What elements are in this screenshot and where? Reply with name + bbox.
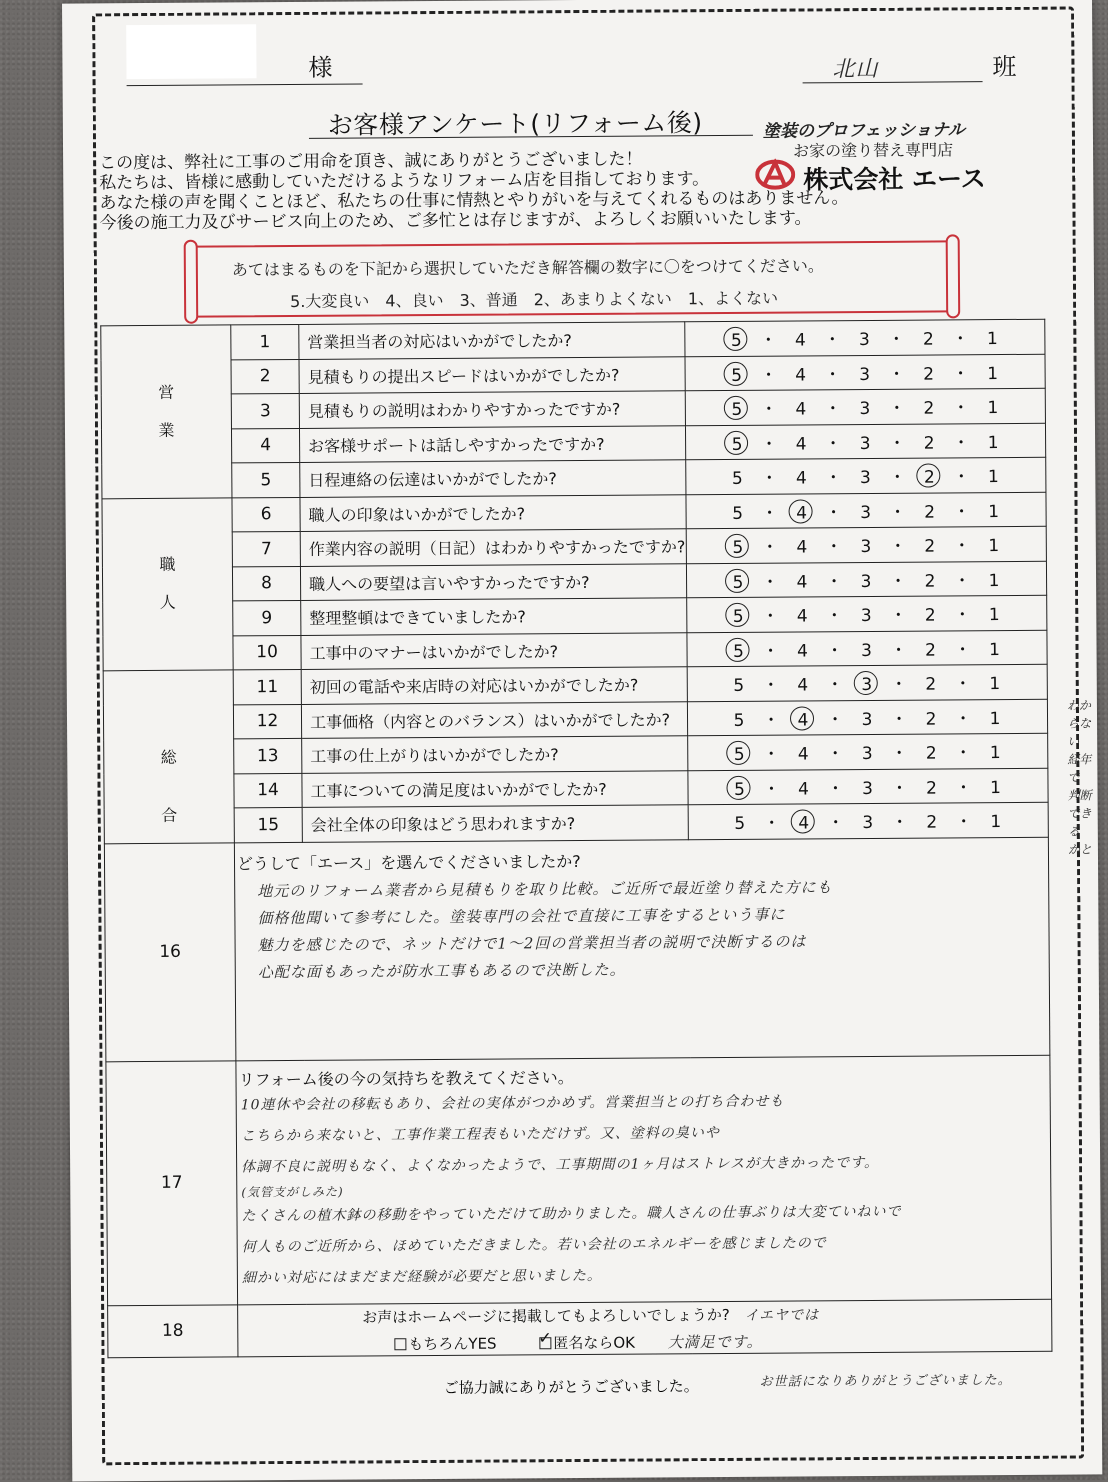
rating-scale[interactable] bbox=[685, 319, 1045, 356]
customer-suffix: 様 bbox=[308, 53, 333, 82]
rating-option[interactable]: 2 bbox=[926, 778, 937, 799]
rating-option[interactable]: 4 bbox=[796, 572, 808, 593]
separator-dot: ・ bbox=[952, 364, 970, 385]
rating-option[interactable]: 1 bbox=[990, 812, 1002, 833]
separator-dot: ・ bbox=[762, 779, 781, 800]
q18-option-anon[interactable] bbox=[538, 1327, 636, 1352]
rating-scale[interactable] bbox=[687, 595, 1047, 632]
separator-dot: ・ bbox=[889, 605, 907, 627]
rating-option[interactable]: 1 bbox=[987, 467, 999, 488]
question-text: 会社全体の印象はどう思われますか? bbox=[302, 805, 688, 842]
q16-question: どうして「エース」を選んでくださいましたか? bbox=[236, 851, 581, 873]
rating-option[interactable]: 3 bbox=[861, 709, 873, 730]
intro-line: 今後の施工力及びサービス向上のため、ご多忙とは存じますが、よろしくお願いいたします。 bbox=[99, 208, 812, 234]
question-number: 12 bbox=[233, 704, 301, 739]
rating-option[interactable]: 3 bbox=[860, 537, 872, 558]
category-char: 営 bbox=[158, 382, 175, 402]
rating-legend: 5.大変良い 4、良い 3、普通 2、あまりよくない 1、よくない bbox=[290, 288, 779, 312]
rating-option[interactable]: 4 bbox=[798, 779, 809, 800]
question-number: 11 bbox=[233, 669, 301, 704]
q16-cell[interactable] bbox=[234, 839, 833, 1060]
rating-option[interactable]: 4 bbox=[795, 399, 807, 420]
rating-option[interactable]: 2 bbox=[922, 329, 934, 350]
rating-option-selected[interactable]: 5 bbox=[723, 331, 749, 351]
rating-option[interactable]: 2 bbox=[923, 433, 935, 454]
question-number: 2 bbox=[231, 359, 299, 394]
side-note-line: 判断できる bbox=[1067, 788, 1092, 839]
rating-option[interactable]: 2 bbox=[923, 364, 935, 385]
q17-answer-line: 細かい対応にはまだまだ経験が必要だと思いました。 bbox=[241, 1267, 602, 1286]
instruction-line: あてはまるものを下記から選択していただき解答欄の数字に〇をつけてください。 bbox=[231, 256, 824, 280]
footer-thanks: ご協力誠にありがとうございました。 bbox=[443, 1377, 699, 1397]
page-title: お客様アンケート(リフォーム後) bbox=[327, 108, 703, 140]
rating-option-selected[interactable]: 4 bbox=[791, 814, 817, 834]
separator-dot: ・ bbox=[953, 502, 971, 523]
separator-dot: ・ bbox=[827, 813, 845, 834]
question-text: 職人の印象はいかがでしたか? bbox=[300, 494, 686, 531]
separator-dot: ・ bbox=[953, 640, 972, 661]
rating-option[interactable]: 1 bbox=[989, 674, 1001, 695]
q17-answer-line: こちらから来ないと、工事作業工程表もいただけず。又、塗料の臭いや bbox=[240, 1124, 720, 1144]
scroll-right-roll bbox=[946, 234, 961, 318]
separator-dot: ・ bbox=[762, 710, 780, 731]
rating-option[interactable]: 4 bbox=[795, 365, 807, 386]
group-name-handwritten: 北山 bbox=[832, 56, 879, 83]
separator-dot: ・ bbox=[760, 399, 778, 420]
rating-option-selected[interactable]: 5 bbox=[726, 745, 752, 765]
intro-line: あなた様の声を聞くことほど、私たちの仕事に情熱とやりがいを与えてくれるものはありません。 bbox=[99, 188, 849, 214]
rating-option-selected[interactable]: 5 bbox=[724, 400, 750, 420]
rating-option-selected[interactable]: 5 bbox=[725, 538, 751, 558]
separator-dot: ・ bbox=[953, 536, 971, 557]
rating-option[interactable]: 4 bbox=[795, 434, 807, 455]
q17-answer-line: 体調不良に説明もなく、よくなかったようで、工事期間の1ヶ月はストレスが大きかったです。 bbox=[241, 1154, 879, 1175]
separator-dot: ・ bbox=[890, 778, 909, 799]
rating-option[interactable]: 1 bbox=[990, 777, 1001, 798]
rating-option[interactable]: 3 bbox=[858, 330, 870, 351]
separator-dot: ・ bbox=[824, 364, 842, 386]
separator-dot: ・ bbox=[889, 571, 907, 592]
rating-scale[interactable] bbox=[688, 768, 1048, 805]
rating-option[interactable]: 3 bbox=[860, 571, 872, 592]
survey-table bbox=[100, 319, 1052, 1358]
question-number: 3 bbox=[231, 393, 299, 428]
separator-dot: ・ bbox=[952, 398, 970, 419]
rating-option[interactable]: 3 bbox=[861, 640, 873, 661]
q17-answer bbox=[237, 1084, 1051, 1294]
rating-option[interactable]: 4 bbox=[795, 468, 807, 489]
rating-option[interactable]: 1 bbox=[987, 363, 999, 384]
rating-option[interactable]: 2 bbox=[924, 605, 936, 626]
rating-scale[interactable] bbox=[686, 526, 1046, 563]
q16-answer-line: 心配な面もあったが防水工事もあるので決断した。 bbox=[257, 960, 626, 981]
q17-answer-line: たくさんの植木鉢の移動をやっていただけて助かりました。職人さんの仕事ぶりは大変ていねいで bbox=[241, 1203, 902, 1224]
q18-cell[interactable] bbox=[238, 1299, 1052, 1357]
separator-dot: ・ bbox=[955, 812, 973, 833]
question-text: 工事の仕上がりはいかがでしたか? bbox=[302, 736, 688, 773]
separator-dot: ・ bbox=[824, 433, 842, 455]
rating-option[interactable]: 3 bbox=[861, 744, 873, 765]
separator-dot: ・ bbox=[952, 433, 970, 454]
question-text: 日程連絡の伝達はいかがでしたか? bbox=[300, 460, 686, 497]
separator-dot: ・ bbox=[826, 744, 844, 765]
separator-dot: ・ bbox=[954, 743, 972, 764]
q16-answer-line: 地元のリフォーム業者から見積もりを取り比較。ご近所で最近塗り替えた方にも bbox=[257, 877, 833, 900]
rating-option[interactable]: 5 bbox=[734, 814, 746, 835]
q16-answer-line: 魅力を感じたので、ネットだけで1～2回の営業担当者の説明で決断するのは bbox=[257, 931, 807, 954]
separator-dot: ・ bbox=[888, 433, 906, 454]
q17-answer-line: 何人ものご近所から、ほめていただきました。若い会社のエネルギーを感じましたので bbox=[241, 1234, 827, 1255]
rating-option[interactable]: 3 bbox=[860, 606, 872, 627]
rating-option-selected[interactable]: 5 bbox=[724, 435, 750, 455]
rating-option-selected[interactable]: 5 bbox=[725, 642, 751, 662]
instruction-scroll bbox=[192, 240, 952, 317]
rating-option[interactable]: 4 bbox=[796, 606, 808, 627]
separator-dot: ・ bbox=[887, 329, 905, 351]
rating-option[interactable]: 1 bbox=[987, 432, 999, 453]
rating-scale[interactable] bbox=[688, 733, 1048, 770]
intro-text bbox=[99, 148, 849, 233]
separator-dot: ・ bbox=[825, 606, 843, 627]
rating-scale[interactable] bbox=[685, 388, 1045, 425]
q18-note2: 大満足です。 bbox=[667, 1332, 763, 1351]
separator-dot: ・ bbox=[760, 468, 778, 489]
q18-option-yes[interactable] bbox=[394, 1334, 496, 1353]
rating-option[interactable]: 2 bbox=[924, 536, 936, 557]
separator-dot: ・ bbox=[761, 641, 780, 662]
rating-option[interactable]: 3 bbox=[859, 399, 871, 420]
rating-option[interactable]: 1 bbox=[988, 605, 1000, 626]
q16-answer bbox=[235, 875, 833, 986]
side-note-line: かと bbox=[1067, 842, 1093, 857]
rating-option[interactable]: 2 bbox=[924, 502, 936, 523]
rating-option[interactable]: 3 bbox=[860, 502, 872, 523]
question-number: 9 bbox=[233, 600, 301, 635]
rating-option[interactable]: 3 bbox=[862, 813, 874, 834]
intro-line: 私たちは、皆様に感動していただけるようなリフォーム店を目指しております。 bbox=[99, 169, 710, 194]
question-number: 8 bbox=[232, 566, 300, 601]
question-text: 整理整頓はできていましたか? bbox=[301, 598, 687, 635]
separator-dot: ・ bbox=[826, 675, 844, 696]
separator-dot: ・ bbox=[760, 434, 778, 455]
survey-sheet bbox=[62, 0, 1102, 1482]
separator-dot: ・ bbox=[953, 605, 971, 626]
separator-dot: ・ bbox=[825, 640, 844, 662]
scroll-left-roll bbox=[184, 240, 199, 324]
q17-cell[interactable] bbox=[236, 1055, 1052, 1305]
q17-answer-line: (気管支がしみた) bbox=[241, 1184, 344, 1199]
question-number: 5 bbox=[232, 462, 300, 497]
separator-dot: ・ bbox=[890, 674, 908, 696]
category-label bbox=[101, 325, 232, 498]
separator-dot: ・ bbox=[954, 778, 973, 799]
separator-dot: ・ bbox=[954, 674, 972, 695]
rating-scale[interactable] bbox=[687, 699, 1047, 736]
redacted-name-box bbox=[126, 24, 256, 79]
rating-option[interactable]: 2 bbox=[925, 674, 937, 695]
question-text: 工事価格（内容とのバランス）はいかがでしたか? bbox=[301, 701, 687, 738]
q18-question: お声はホームページに掲載してもよろしいでしょうか? bbox=[362, 1305, 730, 1327]
footer-handwritten-thanks: お世話になりありがとうございました。 bbox=[759, 1372, 1012, 1390]
question-number: 14 bbox=[234, 773, 302, 808]
rating-option[interactable]: 1 bbox=[989, 639, 1001, 660]
rating-option-selected[interactable]: 5 bbox=[724, 366, 750, 386]
separator-dot: ・ bbox=[826, 778, 845, 800]
separator-dot: ・ bbox=[888, 398, 906, 420]
question-number: 4 bbox=[231, 428, 299, 463]
question-text: 見積もりの説明はわかりやすかったですか? bbox=[299, 391, 685, 428]
rating-option[interactable]: 5 bbox=[733, 710, 745, 731]
separator-dot: ・ bbox=[762, 675, 780, 696]
separator-dot: ・ bbox=[888, 364, 906, 385]
q16-number: 16 bbox=[104, 842, 236, 1061]
q17-question: リフォーム後の今の気持ちを教えてください。 bbox=[238, 1067, 574, 1089]
rating-option[interactable]: 4 bbox=[797, 641, 809, 662]
category-char: 合 bbox=[161, 805, 178, 825]
rating-option[interactable]: 4 bbox=[797, 675, 809, 696]
category-label bbox=[102, 497, 233, 670]
rating-option[interactable]: 2 bbox=[925, 709, 937, 730]
question-text: 工事中のマナーはいかがでしたか? bbox=[301, 632, 687, 669]
rating-option-selected[interactable]: 5 bbox=[725, 573, 751, 593]
rating-option[interactable]: 1 bbox=[988, 501, 1000, 522]
rating-option[interactable]: 2 bbox=[923, 398, 935, 419]
side-note-line: 経年で bbox=[1067, 752, 1092, 785]
q16-answer-line: 価格他聞いて参考にした。塗装専門の会社で直接に工事をするという事に bbox=[257, 905, 786, 927]
rating-option[interactable]: 3 bbox=[859, 468, 871, 489]
rating-option[interactable]: 4 bbox=[794, 330, 806, 351]
rating-option[interactable]: 1 bbox=[989, 743, 1001, 764]
side-note-line: わからない bbox=[1066, 698, 1092, 749]
rating-option[interactable]: 5 bbox=[731, 469, 743, 490]
question-number: 15 bbox=[234, 807, 302, 842]
intro-line: この度は、弊社に工事のご用命を頂き、誠にありがとうございました！ bbox=[99, 149, 643, 174]
rating-scale[interactable] bbox=[686, 457, 1046, 494]
question-number: 6 bbox=[232, 497, 300, 532]
rating-option[interactable]: 1 bbox=[986, 329, 998, 350]
separator-dot: ・ bbox=[890, 743, 908, 765]
separator-dot: ・ bbox=[762, 744, 780, 765]
separator-dot: ・ bbox=[825, 502, 843, 524]
rating-option[interactable]: 1 bbox=[989, 708, 1001, 729]
group-suffix: 班 bbox=[992, 52, 1017, 82]
separator-dot: ・ bbox=[826, 709, 844, 731]
separator-dot: ・ bbox=[888, 467, 906, 489]
rating-option[interactable]: 5 bbox=[732, 503, 744, 524]
separator-dot: ・ bbox=[825, 537, 843, 558]
rating-option[interactable]: 1 bbox=[987, 398, 999, 419]
separator-dot: ・ bbox=[763, 813, 781, 834]
rating-option[interactable]: 1 bbox=[988, 536, 1000, 557]
question-text: お客様サポートは話しやすかったですか? bbox=[299, 425, 685, 462]
rating-option-selected[interactable]: 3 bbox=[854, 675, 880, 695]
rating-option[interactable]: 2 bbox=[925, 743, 937, 764]
question-number: 1 bbox=[231, 324, 299, 359]
separator-dot: ・ bbox=[889, 640, 908, 661]
rating-option[interactable]: 4 bbox=[796, 537, 808, 558]
question-number: 13 bbox=[234, 738, 302, 773]
separator-dot: ・ bbox=[951, 329, 969, 350]
rating-option[interactable]: 2 bbox=[925, 640, 937, 661]
q18-option-anon-label: 匿名ならOK bbox=[553, 1333, 636, 1352]
question-text: 作業内容の説明（日記）はわかりやすかったですか? bbox=[300, 529, 686, 566]
rating-option[interactable]: 4 bbox=[797, 744, 809, 765]
rating-option[interactable]: 1 bbox=[988, 570, 1000, 591]
rating-option[interactable]: 3 bbox=[859, 364, 871, 385]
rating-scale[interactable] bbox=[685, 423, 1045, 460]
side-note bbox=[1067, 696, 1098, 858]
rating-scale[interactable] bbox=[685, 354, 1045, 391]
q18-note: イエヤでは bbox=[744, 1306, 820, 1324]
category-char: 総 bbox=[160, 747, 177, 767]
separator-dot: ・ bbox=[953, 571, 971, 592]
separator-dot: ・ bbox=[760, 365, 778, 386]
separator-dot: ・ bbox=[824, 399, 842, 420]
question-text: 営業担当者の対応はいかがでしたか? bbox=[299, 322, 685, 359]
separator-dot: ・ bbox=[824, 468, 842, 489]
rating-scale[interactable] bbox=[688, 802, 1048, 839]
separator-dot: ・ bbox=[889, 502, 907, 523]
separator-dot: ・ bbox=[889, 536, 907, 558]
separator-dot: ・ bbox=[825, 571, 843, 593]
question-number: 7 bbox=[232, 531, 300, 566]
rating-option[interactable]: 2 bbox=[924, 571, 936, 592]
rating-option-selected[interactable]: 4 bbox=[789, 503, 815, 523]
question-text: 工事についての満足度はいかがでしたか? bbox=[302, 770, 688, 807]
separator-dot: ・ bbox=[890, 709, 908, 730]
rating-option-selected[interactable]: 5 bbox=[726, 780, 752, 800]
rating-option[interactable]: 3 bbox=[862, 778, 873, 799]
tagline: 塗装のプロフェッショナル bbox=[762, 120, 965, 142]
checkbox-checked-icon[interactable]: ✓ bbox=[538, 1327, 552, 1347]
rating-option-selected[interactable]: 2 bbox=[916, 468, 942, 488]
question-number: 10 bbox=[233, 635, 301, 670]
separator-dot: ・ bbox=[891, 812, 909, 834]
category-char: 業 bbox=[158, 420, 175, 440]
rating-scale[interactable] bbox=[686, 492, 1046, 529]
question-text: 見積もりの提出スピードはいかがでしたか? bbox=[299, 356, 685, 393]
separator-dot: ・ bbox=[761, 503, 779, 524]
rating-scale[interactable] bbox=[687, 664, 1047, 701]
category-char: 人 bbox=[159, 593, 176, 613]
q18-option-yes-label: もちろんYES bbox=[408, 1334, 497, 1353]
separator-dot: ・ bbox=[823, 330, 841, 351]
separator-dot: ・ bbox=[759, 330, 777, 351]
question-text: 初回の電話や来店時の対応はいかがでしたか? bbox=[301, 667, 687, 704]
separator-dot: ・ bbox=[761, 537, 779, 558]
separator-dot: ・ bbox=[761, 606, 779, 627]
question-text: 職人への要望は言いやすかったですか? bbox=[300, 563, 686, 600]
rating-scale[interactable] bbox=[687, 630, 1047, 667]
separator-dot: ・ bbox=[952, 467, 970, 488]
separator-dot: ・ bbox=[954, 709, 972, 730]
q18-number: 18 bbox=[108, 1304, 238, 1357]
rating-option[interactable]: 3 bbox=[859, 433, 871, 454]
rating-option-selected[interactable]: 5 bbox=[725, 607, 751, 627]
category-char: 職 bbox=[159, 555, 176, 575]
q17-number: 17 bbox=[106, 1060, 238, 1305]
q17-answer-line: 10連休や会社の移転もあり、会社の実体がつかめず。営業担当との打ち合わせも bbox=[240, 1093, 785, 1113]
rating-option[interactable]: 5 bbox=[733, 676, 745, 697]
separator-dot: ・ bbox=[761, 572, 779, 593]
rating-scale[interactable] bbox=[686, 561, 1046, 598]
company-name: 株式会社 エース bbox=[803, 164, 986, 195]
rating-option[interactable]: 2 bbox=[926, 812, 938, 833]
rating-option-selected[interactable]: 4 bbox=[790, 710, 816, 730]
category-label bbox=[103, 670, 234, 843]
checkbox-icon[interactable] bbox=[394, 1338, 406, 1350]
subtagline: お家の塗り替え専門店 bbox=[792, 140, 954, 161]
